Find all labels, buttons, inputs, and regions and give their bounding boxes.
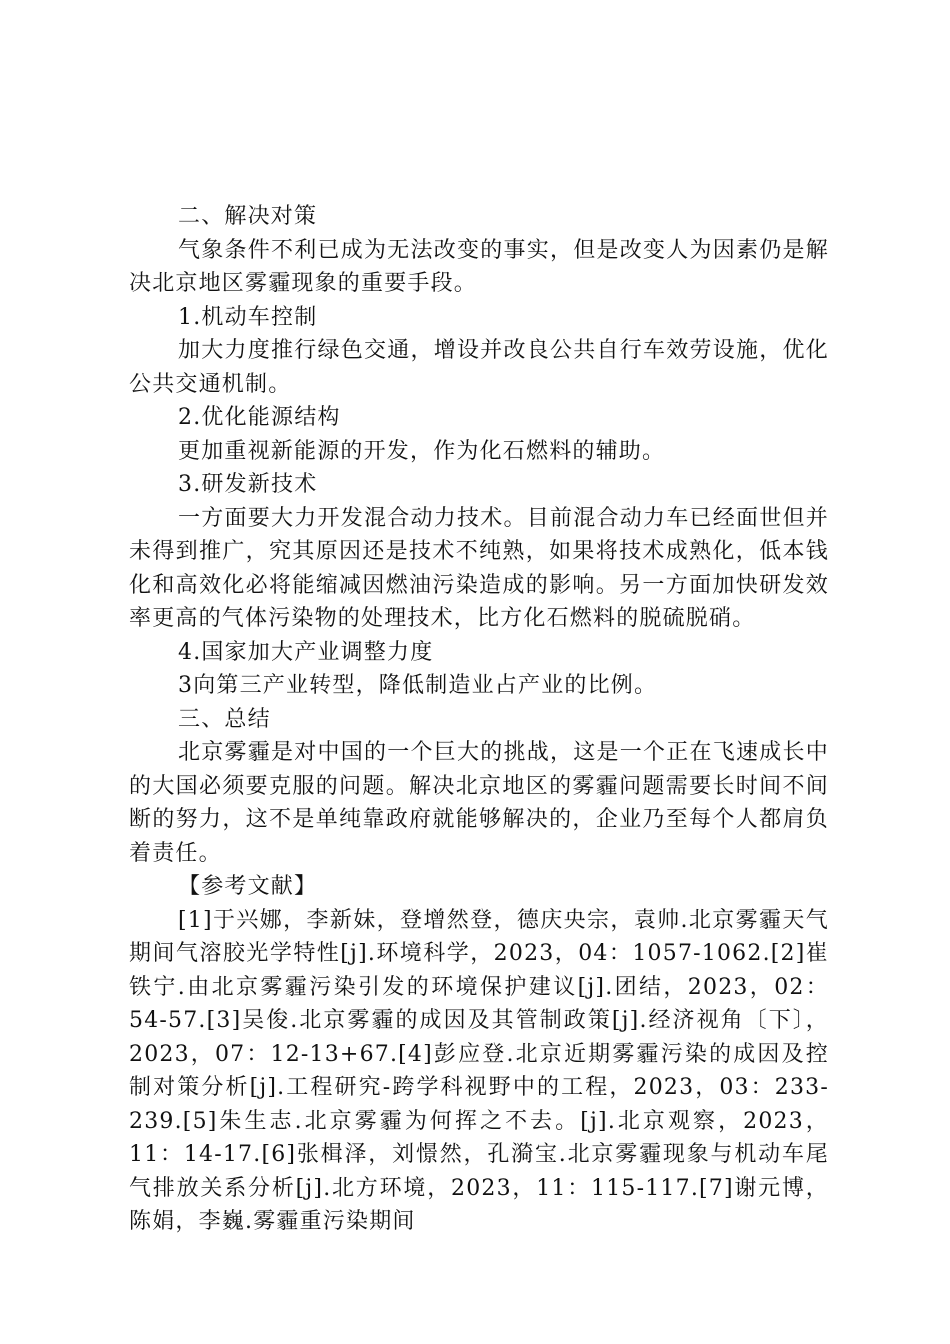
paragraph-vehicle-control: 加大力度推行绿色交通，增设并改良公共自行车效劳设施，优化公共交通机制。: [129, 338, 829, 397]
subheading-new-technology: 3.研发新技术: [178, 472, 318, 497]
paragraph-summary: 北京雾霾是对中国的一个巨大的挑战，这是一个正在飞速成长中的大国必须要克服的问题。解决北京地区的雾霾问题需要长时间不间断的努力，这不是单纯靠政府就能够解决的，企业乃至每个人都肩负着责任。: [129, 740, 829, 866]
paragraph-new-technology: 一方面要大力开发混合动力技术。目前混合动力车已经面世但并未得到推广，究其原因还是技术不纯熟，如果将技术成熟化，低本钱化和高效化必将能缩减因燃油污染造成的影响。另一方面加快研发效率更高的气体污染物的处理技术，比方化石燃料的脱硫脱硝。: [129, 505, 829, 631]
references-list: [1]于兴娜，李新妹，登增然登，德庆央宗，袁帅.北京雾霾天气期间气溶胶光学特性[j].环境科学，2023，04：1057-1062.[2]崔铁宁.由北京雾霾污染引发的环境保护建议[j].团结，2023，02：54-57.[3]吴俊.北京雾霾的成因及其管制政策[j].经济视角〔下〕，2023，07：12-13+67.[4]彭应登.北京近期雾霾污染的成因及控制对策分析[j].工程研究-跨学科视野中的工程，2023，03：233-239.[5]朱生志.北京雾霾为何挥之不去。[j].北京观察，2023，11：14-17.[6]张楫泽，刘憬然，孔漪宝.北京雾霾现象与机动车尾气排放关系分析[j].北方环境，2023，11：115-117.[7]谢元博，陈娟，李巍.雾霾重污染期间: [129, 907, 829, 1234]
paragraph-energy-structure: 更加重视新能源的开发，作为化石燃料的辅助。: [178, 438, 666, 464]
document-body: [129, 200, 829, 1239]
references-heading: 【参考文献】: [178, 874, 318, 899]
paragraph-intro: 气象条件不利已成为无法改变的事实，但是改变人为因素仍是解决北京地区雾霾现象的重要手段。: [129, 237, 829, 296]
subheading-industry-adjustment: 4.国家加大产业调整力度: [178, 639, 434, 665]
paragraph-industry-adjustment: 3向第三产业转型，降低制造业占产业的比例。: [178, 673, 658, 698]
section-heading-summary: 三、总结: [178, 706, 271, 732]
section-heading-solutions: 二、解决对策: [178, 204, 318, 229]
subheading-vehicle-control: 1.机动车控制: [178, 304, 318, 330]
subheading-energy-structure: 2.优化能源结构: [178, 405, 341, 430]
